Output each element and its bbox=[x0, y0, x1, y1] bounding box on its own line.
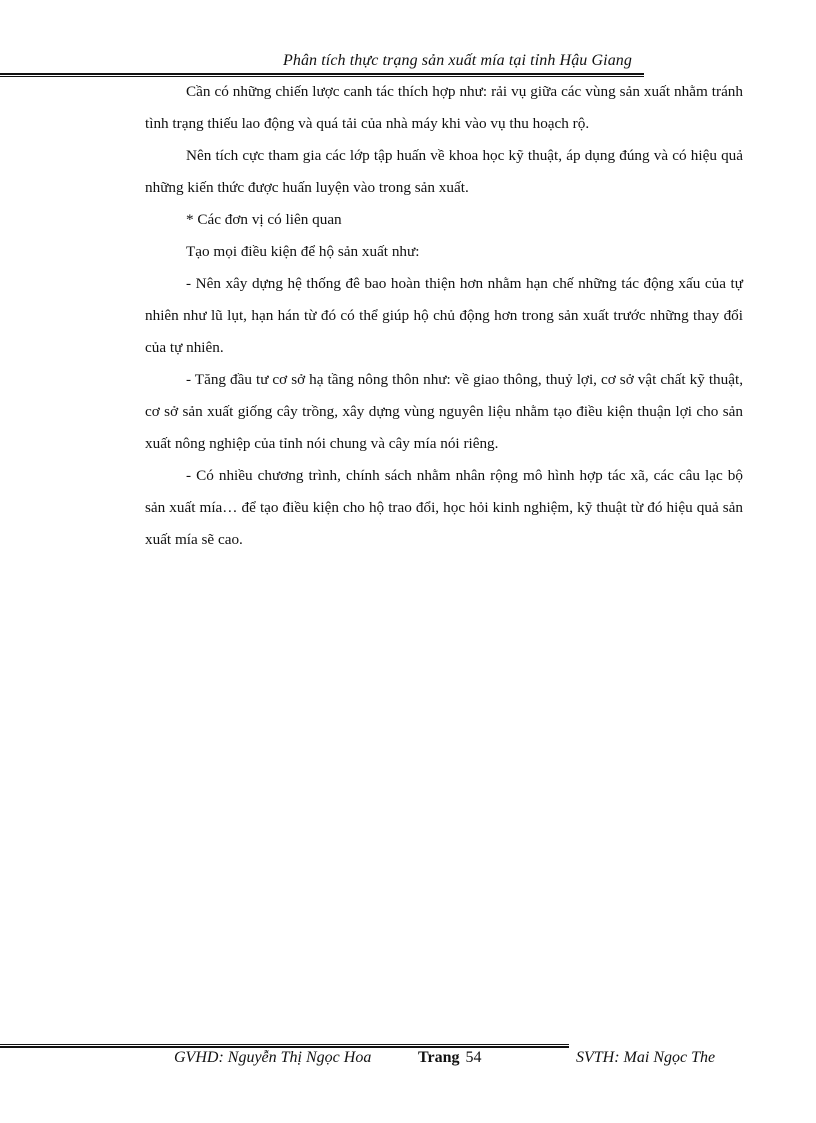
page-label: Trang bbox=[418, 1049, 460, 1066]
list-item-cooperative-programs: - Có nhiều chương trình, chính sách nhằm nhân rộng mô hình hợp tác xã, các câu lạc bộ sản xuất mía… để tạo điều kiện cho hộ trao đổi, học hỏi kinh nghiệm, kỹ thuật từ đó hiệu quả sản xuất mía sẽ cao. bbox=[145, 467, 743, 548]
footer-page-indicator bbox=[418, 1049, 481, 1067]
footer-divider bbox=[0, 1044, 569, 1048]
list-item-infrastructure: - Tăng đầu tư cơ sở hạ tầng nông thôn như: về giao thông, thuỷ lợi, cơ sở vật chất kỹ thuật, cơ sở sản xuất giống cây trồng, xây dựng vùng nguyên liệu nhằm tạo điều kiện thuận lợi cho sản xuất nông nghiệp của tỉnh nói chung và cây mía nói riêng. bbox=[145, 371, 743, 452]
paragraph-training: Nên tích cực tham gia các lớp tập huấn về khoa học kỹ thuật, áp dụng đúng và có hiệu quả những kiến thức được huấn luyện vào trong sản xuất. bbox=[145, 147, 743, 196]
section-heading-related-units: * Các đơn vị có liên quan bbox=[186, 211, 342, 228]
document-body bbox=[145, 76, 743, 556]
page-number: 54 bbox=[465, 1049, 482, 1066]
page-footer bbox=[0, 1049, 816, 1075]
footer-student: SVTH: Mai Ngọc The bbox=[576, 1049, 716, 1066]
paragraph-cultivation-strategy: Cần có những chiến lược canh tác thích hợp như: rải vụ giữa các vùng sản xuất nhằm tránh tình trạng thiếu lao động và quá tải của nhà máy khi vào vụ thu hoạch rộ. bbox=[145, 83, 743, 132]
page-header-title: Phân tích thực trạng sản xuất mía tại tỉnh Hậu Giang bbox=[282, 52, 632, 69]
footer-advisor: GVHD: Nguyễn Thị Ngọc Hoa bbox=[174, 1049, 372, 1066]
paragraph-intro-conditions: Tạo mọi điều kiện để hộ sản xuất như: bbox=[186, 243, 420, 260]
list-item-dike-system: - Nên xây dựng hệ thống đê bao hoàn thiện hơn nhằm hạn chế những tác động xấu của tự nhiên như lũ lụt, hạn hán từ đó có thể giúp hộ chủ động hơn trong sản xuất trước những thay đổi của tự nhiên. bbox=[145, 275, 743, 356]
